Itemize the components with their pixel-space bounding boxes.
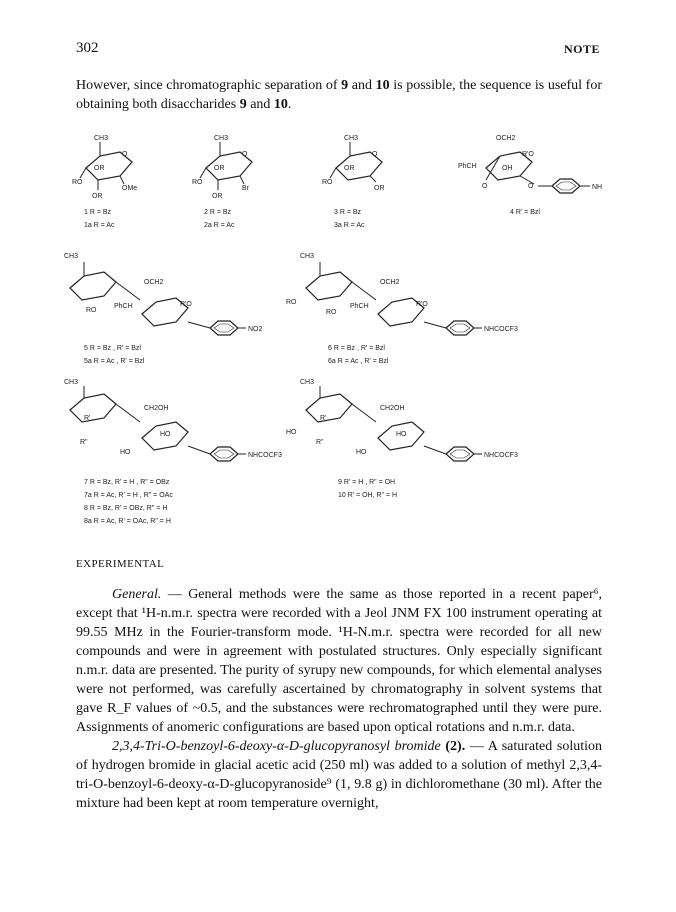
svg-text:CH3: CH3 xyxy=(300,379,315,386)
paragraph-general: General. — General methods were the same as those reported in a recent paper⁶, except that ¹H-n.m.r. spectra were recorded with a Jeol JNM FX 100 instrument operating at 99.55 MHz in the Fourier-transform mode. ¹H-N.m.r. spectra were recorded for all new compounds and were in agreement with postulated structures. Only especially significant n.m.r. data are presented. The purity of syrupy new compounds, for which elemental analyses were not performed, was carefully ascertained by chromatography in solvent systems that gave R_F values of ~0.5, and the substances were rechromatographed until they were pure. Assignments of anomeric configurations are based upon optical rotations and n.m.r. data. xyxy=(76,587,603,735)
svg-text:NO2: NO2 xyxy=(248,326,263,333)
svg-text:CH3: CH3 xyxy=(214,135,229,142)
structure-3 xyxy=(322,135,385,192)
caption-3: 3 R = Bz xyxy=(334,209,362,216)
caption-7: 7 R = Bz, R' = H , R" = OBz xyxy=(84,479,170,486)
section-heading: EXPERIMENTAL xyxy=(76,558,165,570)
page-number: 302 xyxy=(76,40,99,56)
caption-8: 8 R = Bz, R' = OBz, R" = H xyxy=(84,505,168,512)
svg-text:HO: HO xyxy=(286,429,297,436)
svg-text:O: O xyxy=(528,183,534,190)
caption-6: 6 R = Bz , R' = Bzl xyxy=(328,345,385,352)
svg-text:NHCOCF3: NHCOCF3 xyxy=(484,326,518,333)
svg-text:OR: OR xyxy=(214,165,225,172)
svg-text:HO: HO xyxy=(120,449,131,456)
svg-text:RO: RO xyxy=(326,309,337,316)
caption-10: 10 R' = OH, R" = H xyxy=(338,492,398,499)
svg-text:CH3: CH3 xyxy=(300,253,315,260)
svg-text:OR: OR xyxy=(212,193,223,200)
caption-3a: 3a R = Ac xyxy=(334,222,365,229)
paragraph-compound-2: 2,3,4-Tri-O-benzoyl-6-deoxy-α-D-glucopyranosyl bromide (2). — A saturated solution of hydrogen bromide in glacial acetic acid (250 ml) was added to a solution of methyl 2,3,4-tri-O-benzoyl-6-deoxy-α-D-glucopyranoside⁹ (1, 9.8 g) in dichloromethane (30 ml). After the mixture had been kept at room temperature overnight, xyxy=(76,739,603,811)
svg-text:NHCOCF3: NHCOCF3 xyxy=(248,452,282,459)
caption-1: 1 R = Bz xyxy=(84,209,112,216)
svg-text:OR: OR xyxy=(374,185,385,192)
svg-text:CH2OH: CH2OH xyxy=(380,405,405,412)
svg-text:CH3: CH3 xyxy=(344,135,359,142)
svg-text:OCH2: OCH2 xyxy=(144,279,164,286)
caption-2a: 2a R = Ac xyxy=(204,222,235,229)
svg-text:RO: RO xyxy=(86,307,97,314)
svg-text:HO: HO xyxy=(356,449,367,456)
svg-text:R'O: R'O xyxy=(416,301,428,308)
running-head: NOTE xyxy=(563,42,600,56)
structure-6 xyxy=(286,253,518,335)
caption-5: 5 R = Bz , R' = Bzl xyxy=(84,345,141,352)
structure-2 xyxy=(192,135,252,200)
caption-7a: 7a R = Ac, R' = H , R" = OAc xyxy=(84,492,173,499)
intro-paragraph: However, since chromatographic separation of 9 and 10 is possible, the sequence is useful for obtaining both disaccharides 9 and 10. xyxy=(76,78,603,112)
svg-text:R'O: R'O xyxy=(180,301,192,308)
svg-text:Br: Br xyxy=(242,185,249,192)
svg-text:OR: OR xyxy=(94,165,105,172)
svg-text:O: O xyxy=(122,151,128,158)
svg-text:R': R' xyxy=(84,415,91,422)
svg-text:CH3: CH3 xyxy=(94,135,109,142)
svg-text:HO: HO xyxy=(160,431,171,438)
svg-text:R': R' xyxy=(320,415,327,422)
svg-text:HO: HO xyxy=(396,431,407,438)
caption-6a: 6a R = Ac , R' = Bzl xyxy=(328,358,389,365)
caption-2: 2 R = Bz xyxy=(204,209,232,216)
svg-text:CH3: CH3 xyxy=(64,379,79,386)
svg-text:R": R" xyxy=(316,439,324,446)
svg-text:OCH2: OCH2 xyxy=(380,279,400,286)
svg-text:O: O xyxy=(372,151,378,158)
svg-text:PhCH: PhCH xyxy=(114,303,133,310)
svg-text:OR: OR xyxy=(344,165,355,172)
svg-text:RO: RO xyxy=(286,299,297,306)
svg-text:O: O xyxy=(482,183,488,190)
caption-8a: 8a R = Ac, R' = OAc, R" = H xyxy=(84,518,171,525)
svg-text:NHCOCF3: NHCOCF3 xyxy=(484,452,518,459)
compound-title: 2,3,4-Tri-O-benzoyl-6-deoxy-α-D-glucopyranosyl bromide xyxy=(112,739,441,754)
svg-text:RO: RO xyxy=(72,179,83,186)
svg-text:PhCH: PhCH xyxy=(458,163,477,170)
svg-text:CH2OH: CH2OH xyxy=(144,405,169,412)
svg-text:OCH2: OCH2 xyxy=(496,135,516,142)
svg-text:OMe: OMe xyxy=(122,185,138,192)
caption-1a: 1a R = Ac xyxy=(84,222,115,229)
svg-text:R'O: R'O xyxy=(522,151,534,158)
caption-9: 9 R' = H , R" = OH xyxy=(338,479,396,486)
paragraph-label: General. xyxy=(112,587,162,602)
svg-text:R": R" xyxy=(80,439,88,446)
svg-text:RO: RO xyxy=(322,179,333,186)
structure-9-10 xyxy=(286,379,518,461)
svg-text:CH3: CH3 xyxy=(64,253,79,260)
svg-text:OH: OH xyxy=(502,165,513,172)
svg-text:RO: RO xyxy=(192,179,203,186)
structure-7-8 xyxy=(64,379,282,461)
caption-4: 4 R' = Bzl xyxy=(510,209,540,216)
svg-text:PhCH: PhCH xyxy=(350,303,369,310)
caption-5a: 5a R = Ac , R' = Bzl xyxy=(84,358,145,365)
svg-text:O: O xyxy=(242,151,248,158)
structure-4 xyxy=(458,135,602,193)
structure-5 xyxy=(64,253,263,335)
structure-1 xyxy=(72,135,137,200)
svg-text:OR: OR xyxy=(92,193,103,200)
svg-text:NH: NH xyxy=(592,184,603,191)
